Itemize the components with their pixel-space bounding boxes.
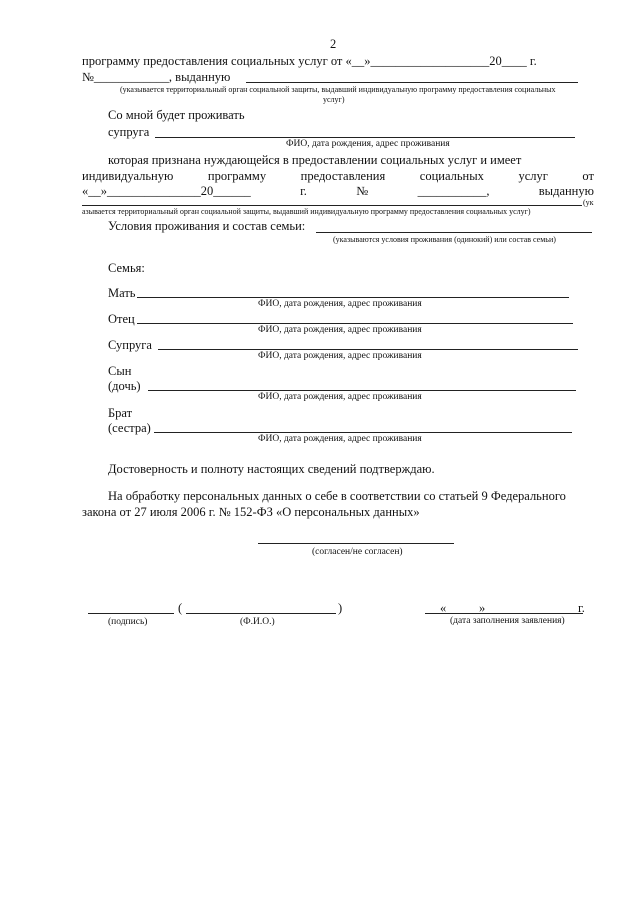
son-caption: ФИО, дата рождения, адрес проживания — [258, 392, 422, 402]
word: услуг — [518, 169, 548, 183]
issuer-note-start: (ук — [583, 198, 594, 207]
brother-caption: ФИО, дата рождения, адрес проживания — [258, 434, 422, 444]
mother-field-line[interactable] — [137, 297, 569, 298]
word: социальных — [419, 169, 484, 183]
fio-field-line[interactable] — [186, 613, 336, 614]
spouse-member-label: Супруга — [108, 338, 152, 352]
number-sign: № — [356, 184, 369, 198]
mother-label: Мать — [108, 286, 136, 300]
spouse-member-caption: ФИО, дата рождения, адрес проживания — [258, 351, 422, 361]
word: программу — [207, 169, 267, 183]
date-field-line[interactable] — [425, 613, 583, 614]
spouse-caption: ФИО, дата рождения, адрес проживания — [286, 139, 450, 149]
cohabitant-text-2 — [82, 170, 594, 183]
confirm-text: Достоверность и полноту настоящих сведений подтверждаю. — [108, 462, 435, 476]
page-number: 2 — [330, 37, 337, 51]
issued-word: выданную — [538, 184, 594, 198]
brother-field-line[interactable] — [154, 432, 572, 433]
daughter-label: (дочь) — [108, 379, 141, 393]
brother-label: Брат — [108, 406, 133, 420]
issuer-note-end: услуг) — [323, 95, 345, 104]
word: предоставления — [300, 169, 386, 183]
cohabitant-issuer-note: азывается территориальный орган социальной защиты, выдавший индивидуальную программу предоставления социальных услуг) — [82, 207, 531, 216]
open-paren: ( — [178, 601, 183, 615]
year-suffix-sign: г. — [578, 601, 585, 615]
issuer-field-line[interactable] — [246, 82, 578, 83]
signature-caption: (подпись) — [108, 617, 148, 627]
date-caption: (дата заполнения заявления) — [450, 616, 565, 626]
intro-line-2: №____________, выданную — [82, 70, 231, 84]
consent-line-1: На обработку персональных данных о себе в соответствии со статьей 9 Федерального — [108, 489, 566, 503]
cohabitant-issuer-line[interactable] — [82, 205, 582, 206]
mother-caption: ФИО, дата рождения, адрес проживания — [258, 299, 422, 309]
cohabitant-text-3 — [82, 185, 594, 198]
son-label: Сын — [108, 364, 132, 378]
date-close-quote: » — [479, 601, 486, 615]
family-heading: Семья: — [108, 261, 145, 275]
spouse-label: супруга — [108, 125, 150, 139]
signature-field-line[interactable] — [88, 613, 174, 614]
intro-line-1: программу предоставления социальных услуг от «__»___________________20____ г. — [82, 54, 537, 68]
father-label: Отец — [108, 312, 135, 326]
father-caption: ФИО, дата рождения, адрес проживания — [258, 325, 422, 335]
father-field-line[interactable] — [137, 323, 573, 324]
consent-field-line[interactable] — [258, 543, 454, 544]
program-number: ___________, — [417, 184, 490, 198]
cohabitant-text-1: которая признана нуждающейся в предоставлении социальных услуг и имеет — [108, 153, 522, 167]
living-note: (указываются условия проживания (одинокий) или состав семьи) — [333, 235, 556, 244]
sister-label: (сестра) — [108, 421, 151, 435]
close-paren: ) — [338, 601, 343, 615]
consent-caption: (согласен/не согласен) — [312, 547, 403, 557]
fio-caption: (Ф.И.О.) — [240, 617, 275, 627]
issuer-note: (указывается территориальный орган социальной защиты, выдавший индивидуальную программу предоставления социальных — [120, 85, 556, 94]
word: индивидуальную — [82, 169, 174, 183]
program-date: «__»_______________20______ — [82, 184, 251, 198]
word: от — [582, 169, 594, 183]
consent-line-2: закона от 27 июля 2006 г. № 152-ФЗ «О персональных данных» — [82, 505, 420, 519]
spouse-member-field-line[interactable] — [158, 349, 578, 350]
year-suffix: г. — [300, 184, 307, 198]
living-field-line[interactable] — [316, 232, 592, 233]
date-open-quote: « — [440, 601, 447, 615]
living-label: Условия проживания и состав семьи: — [108, 219, 306, 233]
spouse-field-line[interactable] — [155, 137, 575, 138]
son-field-line[interactable] — [148, 390, 576, 391]
cohabitant-heading: Со мной будет проживать — [108, 108, 245, 122]
